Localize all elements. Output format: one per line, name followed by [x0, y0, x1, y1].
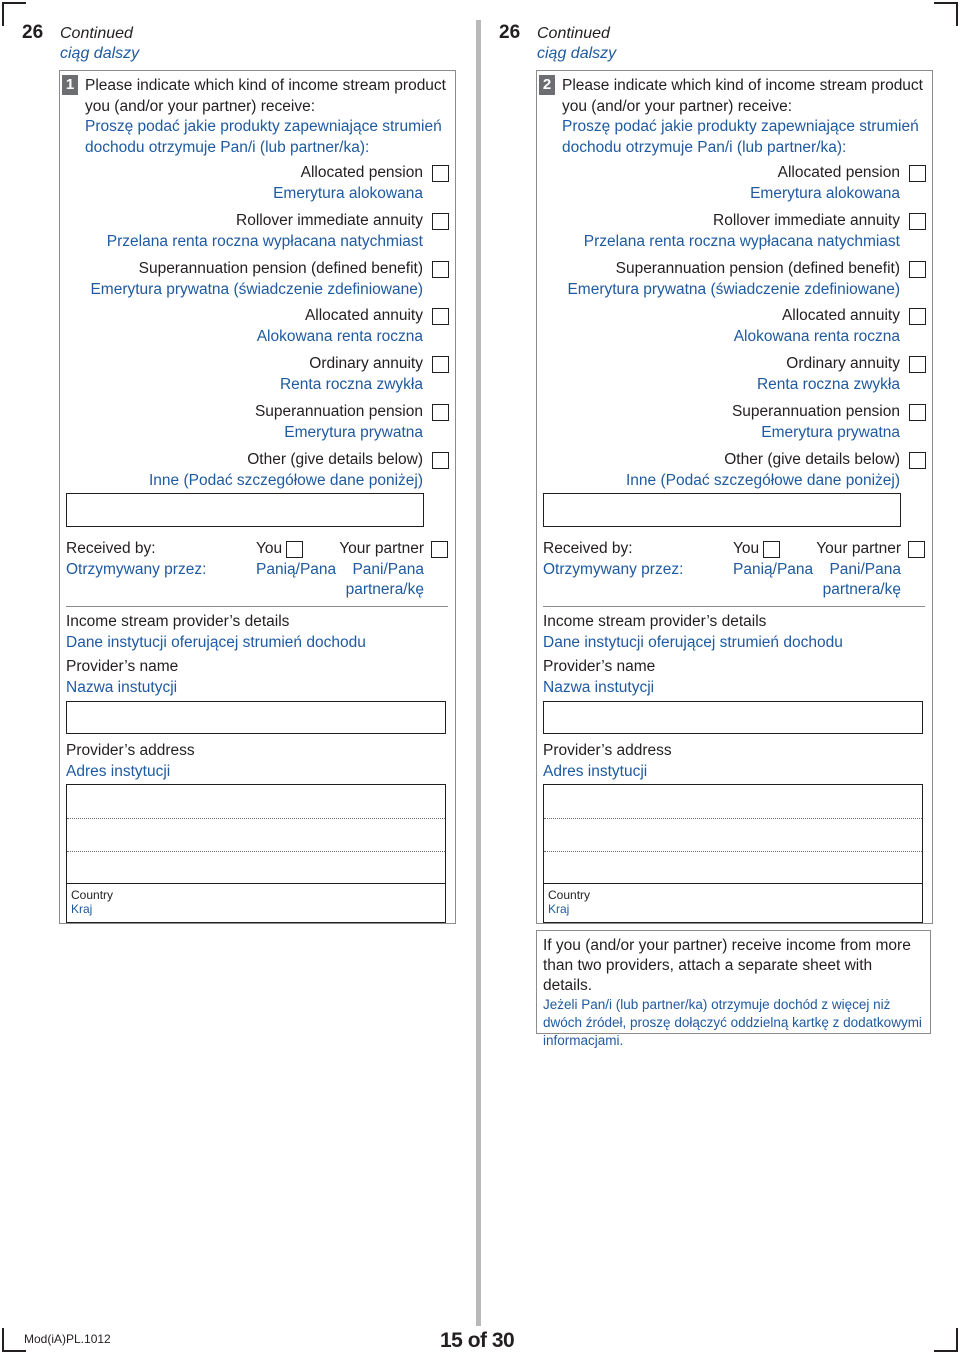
option-rollover-immediate-annuity: Rollover immediate annuity Przelana renta roczna wypłacana natychmiast [79, 211, 449, 252]
question-number: 26 [499, 22, 521, 43]
provider-name-input[interactable] [543, 701, 923, 734]
received-by-you: You Panią/Pana [733, 540, 814, 578]
superannuation-defined-benefit-checkbox[interactable] [432, 261, 449, 278]
received-by-partner-checkbox[interactable] [431, 541, 448, 558]
option-other: Other (give details below) Inne (Podać szczegółowe dane poniżej) [79, 450, 449, 491]
product-question: Please indicate which kind of income stream product you (and/or your partner) receive: Proszę podać jakie produkty zapewniające strumień dochodu otrzymuje Pan/i (lub partner/ka): [85, 77, 446, 156]
column-part-2 [499, 0, 923, 1354]
received-by-you-checkbox[interactable] [286, 541, 303, 558]
ordinary-annuity-checkbox[interactable] [909, 356, 926, 373]
provider-name-label: Provider’s name Nazwa instutycji [543, 658, 656, 696]
income-stream-panel-2: 2 Please indicate which kind of income stream product you (and/or your partner) receive: Proszę podać jakie produkty zapewniające strumień dochodu otrzymuje Pan/i (lub partner/ka): Allocated pension Emerytura alokowana Rollover immediate annuity Przelana renta roczna wypłacana natychmiast Superannuation pension (defined benefit) Emerytura prywatna (świadczenie zdefiniowane) Allocated annuity Alokowana renta roczna Ordinary annuity Renta roczna zwykła Superannuation pension Emerytura prywatna Other (give details below) Inne (Podać szczegółowe dane poniżej) Received by: Otrzymywany przez: You Panią/Pana Your partner Pani/Pana partnera/kę Income stream provider’s details Dane instytucji oferującej strumień dochodu Provider’s name Nazwa instutycji Provider’s address Adres instytucji Country Kraj [536, 70, 933, 924]
part-badge: 2 [539, 75, 555, 95]
provider-address-input[interactable] [543, 784, 923, 884]
provider-name-input[interactable] [66, 701, 446, 734]
received-by-you: You Panią/Pana [256, 540, 337, 578]
crop-mark-top-right [934, 2, 958, 26]
question-number: 26 [22, 22, 44, 43]
form-code: Mod(iA)PL.1012 [24, 1332, 111, 1346]
provider-name-label: Provider’s name Nazwa instutycji [66, 658, 179, 696]
other-details-input[interactable] [66, 493, 424, 527]
received-by-partner: Your partner Pani/Pana partnera/kę [816, 539, 901, 601]
product-question: Please indicate which kind of income stream product you (and/or your partner) receive: Proszę podać jakie produkty zapewniające strumień dochodu otrzymuje Pan/i (lub partner/ka): [562, 77, 923, 156]
continued-label: Continued ciąg dalszy [60, 25, 140, 62]
allocated-pension-checkbox[interactable] [909, 165, 926, 182]
country-input[interactable]: Country Kraj [543, 883, 923, 923]
other-checkbox[interactable] [432, 452, 449, 469]
section-separator [66, 606, 448, 607]
multiple-providers-note: If you (and/or your partner) receive income from more than two providers, attach a separate sheet with details. Jeżeli Pan/i (lub partner/ka) otrzymuje dochód z więcej niż dwóch źródeł, proszę dołączyć oddzielną kartkę z dodatkowymi informacjami. [536, 930, 931, 1034]
continued-label: Continued ciąg dalszy [537, 25, 617, 62]
option-ordinary-annuity: Ordinary annuity Renta roczna zwykła [556, 354, 926, 395]
option-ordinary-annuity: Ordinary annuity Renta roczna zwykła [79, 354, 449, 395]
option-superannuation-defined-benefit: Superannuation pension (defined benefit) Emerytura prywatna (świadczenie zdefiniowane) [556, 259, 926, 300]
option-allocated-annuity: Allocated annuity Alokowana renta roczna [556, 306, 926, 347]
provider-details-heading: Income stream provider’s details Dane instytucji oferującej strumień dochodu [66, 613, 366, 651]
column-divider [476, 20, 481, 1326]
income-stream-panel-1: 1 Please indicate which kind of income stream product you (and/or your partner) receive: Proszę podać jakie produkty zapewniające strumień dochodu otrzymuje Pan/i (lub partner/ka): Allocated pension Emerytura alokowana Rollover immediate annuity Przelana renta roczna wypłacana natychmiast Superannuation pension (defined benefit) Emerytura prywatna (świadczenie zdefiniowane) Allocated annuity Alokowana renta roczna Ordinary annuity Renta roczna zwykła Superannuation pension Emerytura prywatna Other (give details below) Inne (Podać szczegółowe dane poniżej) Received by: Otrzymywany przez: You Panią/Pana Your partner Pani/Pana partnera/kę Income stream provider’s details Dane instytucji oferującej strumień dochodu Provider’s name Nazwa instutycji Provider’s address Adres instytucji Country Kraj [59, 70, 456, 924]
provider-details-heading: Income stream provider’s details Dane instytucji oferującej strumień dochodu [543, 613, 843, 651]
superannuation-defined-benefit-checkbox[interactable] [909, 261, 926, 278]
provider-address-label: Provider’s address Adres instytucji [543, 742, 672, 780]
option-rollover-immediate-annuity: Rollover immediate annuity Przelana renta roczna wypłacana natychmiast [556, 211, 926, 252]
option-allocated-annuity: Allocated annuity Alokowana renta roczna [79, 306, 449, 347]
option-superannuation-pension: Superannuation pension Emerytura prywatna [556, 402, 926, 443]
allocated-annuity-checkbox[interactable] [909, 308, 926, 325]
option-superannuation-defined-benefit: Superannuation pension (defined benefit) Emerytura prywatna (świadczenie zdefiniowane) [79, 259, 449, 300]
allocated-annuity-checkbox[interactable] [432, 308, 449, 325]
received-by-partner: Your partner Pani/Pana partnera/kę [339, 539, 424, 601]
superannuation-pension-checkbox[interactable] [909, 404, 926, 421]
section-separator [543, 606, 925, 607]
rollover-immediate-annuity-checkbox[interactable] [432, 213, 449, 230]
rollover-immediate-annuity-checkbox[interactable] [909, 213, 926, 230]
page-number: 15 of 30 [440, 1329, 515, 1352]
superannuation-pension-checkbox[interactable] [432, 404, 449, 421]
received-by-partner-checkbox[interactable] [908, 541, 925, 558]
option-superannuation-pension: Superannuation pension Emerytura prywatna [79, 402, 449, 443]
provider-address-label: Provider’s address Adres instytucji [66, 742, 195, 780]
allocated-pension-checkbox[interactable] [432, 165, 449, 182]
option-allocated-pension: Allocated pension Emerytura alokowana [556, 163, 926, 204]
other-details-input[interactable] [543, 493, 901, 527]
other-checkbox[interactable] [909, 452, 926, 469]
part-badge: 1 [62, 75, 78, 95]
ordinary-annuity-checkbox[interactable] [432, 356, 449, 373]
option-allocated-pension: Allocated pension Emerytura alokowana [79, 163, 449, 204]
provider-address-input[interactable] [66, 784, 446, 884]
option-other: Other (give details below) Inne (Podać szczegółowe dane poniżej) [556, 450, 926, 491]
received-by-you-checkbox[interactable] [763, 541, 780, 558]
crop-mark-bottom-right [934, 1328, 958, 1352]
column-part-1 [22, 0, 446, 1354]
country-input[interactable]: Country Kraj [66, 883, 446, 923]
